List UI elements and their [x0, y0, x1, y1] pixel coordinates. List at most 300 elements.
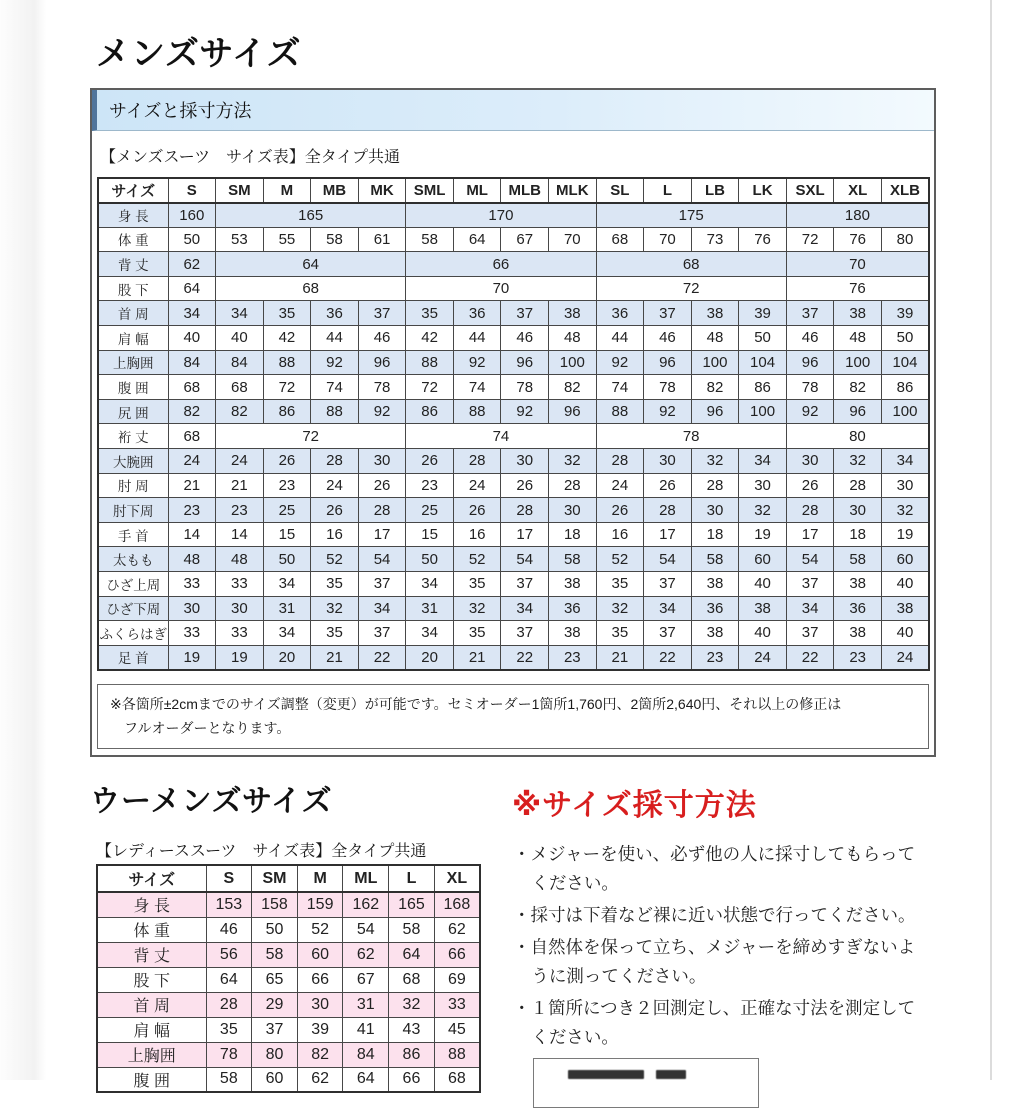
table-row — [98, 572, 929, 597]
column-header: ML — [453, 178, 501, 203]
size-cell: 20 — [263, 645, 311, 670]
size-cell: 28 — [453, 449, 501, 474]
size-cell: 39 — [881, 301, 929, 326]
size-cell: 23 — [549, 645, 597, 670]
table-row — [98, 522, 929, 547]
column-header: M — [263, 178, 311, 203]
size-cell: 44 — [596, 326, 644, 351]
row-label: 身 長 — [97, 892, 206, 917]
size-cell: 68 — [596, 227, 644, 252]
column-header: S — [206, 865, 252, 892]
size-cell: 88 — [311, 399, 359, 424]
size-cell: 78 — [206, 1042, 252, 1067]
size-cell: 28 — [549, 473, 597, 498]
header-row — [97, 865, 480, 892]
size-cell: 62 — [297, 1067, 343, 1092]
cutoff-preview-box — [533, 1058, 759, 1108]
size-cell: 32 — [834, 449, 882, 474]
size-cell: 38 — [881, 596, 929, 621]
size-cell: 78 — [501, 375, 549, 400]
table-row — [98, 621, 929, 646]
size-cell: 92 — [311, 350, 359, 375]
row-label: 腹 囲 — [98, 375, 168, 400]
row-label: 股 下 — [98, 276, 168, 301]
size-cell: 21 — [596, 645, 644, 670]
size-cell: 68 — [216, 375, 264, 400]
column-header: L — [644, 178, 692, 203]
size-cell: 50 — [406, 547, 454, 572]
size-cell: 17 — [644, 522, 692, 547]
womens-size-table — [96, 864, 481, 1093]
size-cell: 37 — [644, 301, 692, 326]
column-header: サイズ — [97, 865, 206, 892]
size-cell: 46 — [206, 917, 252, 942]
size-cell: 37 — [644, 572, 692, 597]
size-cell: 32 — [311, 596, 359, 621]
size-cell: 35 — [206, 1017, 252, 1042]
size-cell: 58 — [834, 547, 882, 572]
size-cell: 60 — [881, 547, 929, 572]
size-cell: 54 — [786, 547, 834, 572]
row-label: ひざ下周 — [98, 596, 168, 621]
column-header: ML — [343, 865, 389, 892]
size-cell: 30 — [786, 449, 834, 474]
size-cell: 37 — [501, 301, 549, 326]
size-cell: 88 — [596, 399, 644, 424]
size-cell: 14 — [168, 522, 216, 547]
column-header: SM — [216, 178, 264, 203]
size-cell: 92 — [596, 350, 644, 375]
row-label: 股 下 — [97, 967, 206, 992]
size-cell: 43 — [389, 1017, 435, 1042]
size-cell: 19 — [216, 645, 264, 670]
size-cell: 19 — [168, 645, 216, 670]
size-cell: 35 — [263, 301, 311, 326]
size-cell: 19 — [739, 522, 787, 547]
column-header: XL — [434, 865, 480, 892]
table-row — [98, 596, 929, 621]
size-cell: 48 — [216, 547, 264, 572]
size-cell: 46 — [644, 326, 692, 351]
size-cell: 72 — [263, 375, 311, 400]
size-cell: 52 — [297, 917, 343, 942]
size-cell: 26 — [644, 473, 692, 498]
column-header: SL — [596, 178, 644, 203]
size-cell: 50 — [263, 547, 311, 572]
size-cell: 34 — [263, 621, 311, 646]
size-cell: 16 — [311, 522, 359, 547]
row-label: 体 重 — [98, 227, 168, 252]
size-cell: 26 — [501, 473, 549, 498]
size-cell: 40 — [739, 621, 787, 646]
size-cell: 68 — [216, 276, 406, 301]
size-cell: 70 — [406, 276, 596, 301]
page-left-gutter — [0, 0, 46, 1080]
size-cell: 23 — [263, 473, 311, 498]
size-cell: 66 — [297, 967, 343, 992]
row-label: ひざ上周 — [98, 572, 168, 597]
column-header: S — [168, 178, 216, 203]
size-cell: 26 — [596, 498, 644, 523]
size-cell: 33 — [216, 572, 264, 597]
size-cell: 30 — [297, 992, 343, 1017]
size-adjust-note — [97, 684, 929, 750]
size-cell: 53 — [216, 227, 264, 252]
size-cell: 82 — [549, 375, 597, 400]
size-cell: 22 — [501, 645, 549, 670]
column-header: MLK — [549, 178, 597, 203]
column-header: MK — [358, 178, 406, 203]
row-label: ふくらはぎ — [98, 621, 168, 646]
size-cell: 46 — [501, 326, 549, 351]
size-cell: 37 — [501, 621, 549, 646]
size-cell: 34 — [501, 596, 549, 621]
size-cell: 15 — [263, 522, 311, 547]
row-label: 体 重 — [97, 917, 206, 942]
size-cell: 86 — [406, 399, 454, 424]
size-cell: 24 — [311, 473, 359, 498]
size-cell: 37 — [358, 301, 406, 326]
size-cell: 34 — [406, 621, 454, 646]
size-cell: 32 — [453, 596, 501, 621]
size-cell: 41 — [343, 1017, 389, 1042]
size-cell: 68 — [168, 424, 216, 449]
size-cell: 67 — [501, 227, 549, 252]
size-cell: 38 — [691, 572, 739, 597]
size-cell: 74 — [453, 375, 501, 400]
size-cell: 82 — [691, 375, 739, 400]
size-cell: 35 — [311, 621, 359, 646]
size-cell: 19 — [881, 522, 929, 547]
size-cell: 100 — [881, 399, 929, 424]
size-cell: 38 — [549, 301, 597, 326]
measuring-instructions-list — [513, 840, 925, 1055]
size-cell: 67 — [343, 967, 389, 992]
size-cell: 76 — [786, 276, 929, 301]
size-cell: 160 — [168, 203, 216, 228]
measuring-method-heading: ※サイズ採寸方法 — [512, 789, 757, 822]
size-cell: 92 — [358, 399, 406, 424]
size-cell: 23 — [216, 498, 264, 523]
size-cell: 162 — [343, 892, 389, 917]
size-cell: 78 — [644, 375, 692, 400]
table-row — [97, 1042, 480, 1067]
size-cell: 92 — [644, 399, 692, 424]
size-cell: 58 — [311, 227, 359, 252]
size-cell: 78 — [786, 375, 834, 400]
size-cell: 14 — [216, 522, 264, 547]
size-cell: 78 — [596, 424, 786, 449]
size-cell: 23 — [834, 645, 882, 670]
size-cell: 18 — [549, 522, 597, 547]
size-cell: 38 — [834, 572, 882, 597]
size-cell: 30 — [644, 449, 692, 474]
size-cell: 44 — [453, 326, 501, 351]
size-cell: 28 — [358, 498, 406, 523]
size-cell: 24 — [453, 473, 501, 498]
size-cell: 22 — [644, 645, 692, 670]
row-label: 肩 幅 — [98, 326, 168, 351]
size-cell: 34 — [263, 572, 311, 597]
row-label: 首 周 — [98, 301, 168, 326]
size-cell: 35 — [406, 301, 454, 326]
size-cell: 30 — [168, 596, 216, 621]
size-cell: 23 — [168, 498, 216, 523]
size-cell: 64 — [389, 942, 435, 967]
size-cell: 82 — [216, 399, 264, 424]
size-cell: 32 — [549, 449, 597, 474]
size-cell: 16 — [453, 522, 501, 547]
size-cell: 34 — [358, 596, 406, 621]
size-cell: 60 — [739, 547, 787, 572]
size-cell: 24 — [739, 645, 787, 670]
column-header: SM — [252, 865, 298, 892]
column-header: XL — [834, 178, 882, 203]
page-frame-edge — [990, 0, 992, 1080]
size-cell: 70 — [549, 227, 597, 252]
size-cell: 54 — [501, 547, 549, 572]
row-label: 肩 幅 — [97, 1017, 206, 1042]
size-cell: 36 — [596, 301, 644, 326]
size-cell: 28 — [596, 449, 644, 474]
size-cell: 96 — [358, 350, 406, 375]
size-cell: 86 — [389, 1042, 435, 1067]
size-cell: 33 — [216, 621, 264, 646]
size-cell: 96 — [834, 399, 882, 424]
size-cell: 68 — [168, 375, 216, 400]
size-cell: 28 — [501, 498, 549, 523]
size-cell: 32 — [739, 498, 787, 523]
measuring-instruction: ・ メジャーを使い、必ず他の人に採寸してもらってください。 — [513, 840, 925, 898]
size-cell: 30 — [834, 498, 882, 523]
size-cell: 30 — [216, 596, 264, 621]
row-label: 大腕囲 — [98, 449, 168, 474]
size-cell: 34 — [216, 301, 264, 326]
size-cell: 37 — [358, 621, 406, 646]
size-cell: 39 — [739, 301, 787, 326]
table-row — [97, 892, 480, 917]
size-cell: 37 — [358, 572, 406, 597]
size-cell: 96 — [501, 350, 549, 375]
table-row — [97, 992, 480, 1017]
size-cell: 21 — [453, 645, 501, 670]
size-cell: 72 — [786, 227, 834, 252]
table-row — [98, 399, 929, 424]
mens-size-table — [97, 177, 930, 671]
row-label: 裄 丈 — [98, 424, 168, 449]
row-label: 上胸囲 — [98, 350, 168, 375]
size-cell: 24 — [168, 449, 216, 474]
size-cell: 40 — [739, 572, 787, 597]
size-cell: 25 — [263, 498, 311, 523]
size-cell: 16 — [596, 522, 644, 547]
measuring-instruction: ・ １箇所につき２回測定し、正確な寸法を測定してください。 — [513, 994, 925, 1052]
size-cell: 22 — [786, 645, 834, 670]
size-cell: 40 — [881, 621, 929, 646]
size-cell: 66 — [406, 252, 596, 277]
size-cell: 165 — [389, 892, 435, 917]
size-cell: 21 — [168, 473, 216, 498]
size-cell: 73 — [691, 227, 739, 252]
size-cell: 37 — [786, 301, 834, 326]
table-row — [98, 424, 929, 449]
size-cell: 52 — [311, 547, 359, 572]
size-cell: 28 — [206, 992, 252, 1017]
table-row — [98, 301, 929, 326]
size-cell: 60 — [297, 942, 343, 967]
size-cell: 76 — [739, 227, 787, 252]
table-row — [98, 473, 929, 498]
header-row — [98, 178, 929, 203]
size-cell: 82 — [168, 399, 216, 424]
size-cell: 68 — [389, 967, 435, 992]
size-cell: 32 — [596, 596, 644, 621]
size-cell: 34 — [881, 449, 929, 474]
column-header: LB — [691, 178, 739, 203]
row-label: 背 丈 — [97, 942, 206, 967]
size-cell: 36 — [549, 596, 597, 621]
table-row — [98, 326, 929, 351]
size-cell: 25 — [406, 498, 454, 523]
size-cell: 35 — [453, 572, 501, 597]
size-cell: 31 — [343, 992, 389, 1017]
row-label: 肘下周 — [98, 498, 168, 523]
table-row — [98, 375, 929, 400]
size-cell: 92 — [501, 399, 549, 424]
table-row — [97, 967, 480, 992]
size-cell: 38 — [834, 621, 882, 646]
size-cell: 35 — [596, 621, 644, 646]
size-cell: 26 — [263, 449, 311, 474]
size-cell: 88 — [453, 399, 501, 424]
size-cell: 153 — [206, 892, 252, 917]
size-cell: 76 — [834, 227, 882, 252]
size-cell: 34 — [786, 596, 834, 621]
size-info-panel — [90, 88, 936, 757]
size-cell: 38 — [691, 301, 739, 326]
size-cell: 33 — [434, 992, 480, 1017]
size-cell: 48 — [549, 326, 597, 351]
column-header: SXL — [786, 178, 834, 203]
size-cell: 17 — [358, 522, 406, 547]
size-cell: 92 — [453, 350, 501, 375]
mens-size-title: メンズサイズ — [96, 35, 302, 73]
size-cell: 62 — [343, 942, 389, 967]
size-cell: 58 — [549, 547, 597, 572]
size-cell: 56 — [206, 942, 252, 967]
size-cell: 18 — [834, 522, 882, 547]
size-cell: 30 — [881, 473, 929, 498]
size-cell: 48 — [691, 326, 739, 351]
table-row — [97, 917, 480, 942]
size-cell: 88 — [434, 1042, 480, 1067]
panel-header — [92, 90, 934, 131]
size-cell: 88 — [406, 350, 454, 375]
size-cell: 96 — [549, 399, 597, 424]
size-cell: 38 — [549, 572, 597, 597]
column-header: SML — [406, 178, 454, 203]
row-label: 肘 周 — [98, 473, 168, 498]
table-row — [98, 547, 929, 572]
size-cell: 78 — [358, 375, 406, 400]
table-row — [98, 203, 929, 228]
size-cell: 48 — [168, 547, 216, 572]
size-cell: 42 — [263, 326, 311, 351]
size-cell: 80 — [881, 227, 929, 252]
size-cell: 100 — [691, 350, 739, 375]
size-cell: 80 — [786, 424, 929, 449]
table-row — [98, 645, 929, 670]
size-cell: 84 — [168, 350, 216, 375]
size-cell: 86 — [263, 399, 311, 424]
size-cell: 66 — [434, 942, 480, 967]
size-cell: 45 — [434, 1017, 480, 1042]
size-cell: 64 — [168, 276, 216, 301]
row-label: 身 長 — [98, 203, 168, 228]
size-cell: 38 — [834, 301, 882, 326]
size-cell: 39 — [297, 1017, 343, 1042]
size-cell: 28 — [786, 498, 834, 523]
size-cell: 58 — [691, 547, 739, 572]
size-cell: 30 — [549, 498, 597, 523]
size-cell: 17 — [786, 522, 834, 547]
size-cell: 31 — [263, 596, 311, 621]
size-cell: 50 — [168, 227, 216, 252]
size-cell: 54 — [644, 547, 692, 572]
size-cell: 65 — [252, 967, 298, 992]
size-cell: 170 — [406, 203, 596, 228]
size-cell: 28 — [644, 498, 692, 523]
size-cell: 38 — [739, 596, 787, 621]
size-cell: 72 — [596, 276, 786, 301]
table-row — [97, 1017, 480, 1042]
size-cell: 70 — [786, 252, 929, 277]
size-cell: 22 — [358, 645, 406, 670]
size-cell: 36 — [691, 596, 739, 621]
size-cell: 66 — [389, 1067, 435, 1092]
size-cell: 54 — [358, 547, 406, 572]
size-cell: 68 — [434, 1067, 480, 1092]
size-cell: 36 — [834, 596, 882, 621]
size-cell: 18 — [691, 522, 739, 547]
size-cell: 159 — [297, 892, 343, 917]
size-cell: 30 — [691, 498, 739, 523]
size-cell: 32 — [881, 498, 929, 523]
size-cell: 74 — [596, 375, 644, 400]
size-cell: 50 — [739, 326, 787, 351]
size-cell: 21 — [216, 473, 264, 498]
size-cell: 64 — [206, 967, 252, 992]
size-cell: 24 — [881, 645, 929, 670]
size-cell: 36 — [311, 301, 359, 326]
mens-table-caption: 【メンズスーツ サイズ表】全タイプ共通 — [100, 149, 401, 166]
size-cell: 38 — [549, 621, 597, 646]
size-cell: 168 — [434, 892, 480, 917]
table-row — [98, 276, 929, 301]
size-cell: 35 — [311, 572, 359, 597]
size-cell: 21 — [311, 645, 359, 670]
size-cell: 32 — [389, 992, 435, 1017]
illegible-text — [656, 1070, 686, 1079]
size-cell: 58 — [389, 917, 435, 942]
size-cell: 30 — [501, 449, 549, 474]
size-cell: 72 — [406, 375, 454, 400]
size-cell: 34 — [168, 301, 216, 326]
size-cell: 74 — [311, 375, 359, 400]
note-line: ※各箇所±2cmまでのサイズ調整（変更）が可能です。セミオーダー1箇所1,760円、2箇所2,640円、それ以上の修正は — [110, 695, 842, 712]
size-cell: 46 — [358, 326, 406, 351]
size-cell: 26 — [786, 473, 834, 498]
